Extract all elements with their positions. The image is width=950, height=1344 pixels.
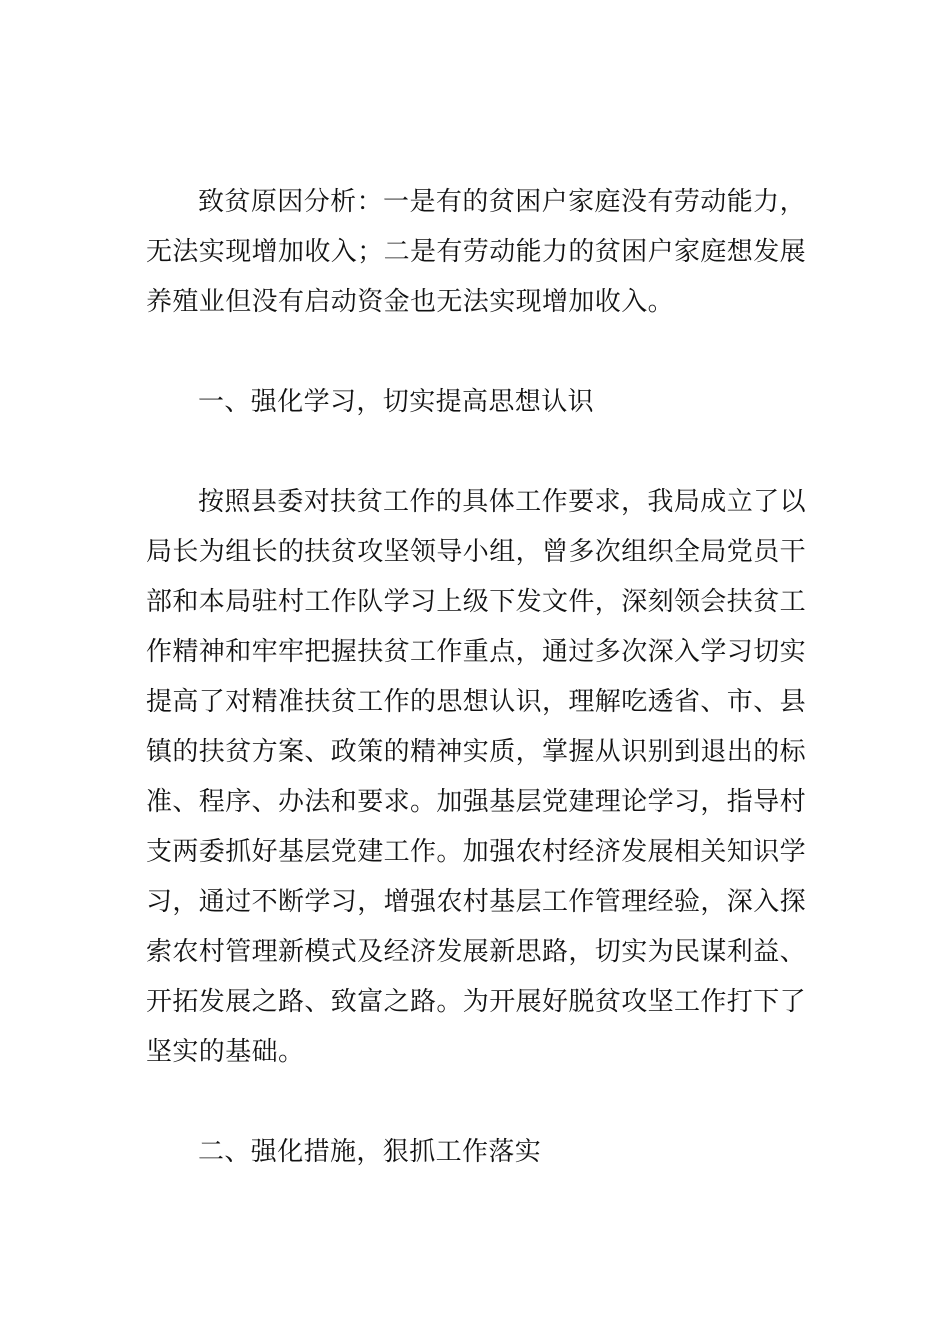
paragraph-spacer bbox=[146, 1077, 806, 1127]
paragraph-poverty-causes: 致贫原因分析：一是有的贫困户家庭没有劳动能力，无法实现增加收入；二是有劳动能力的贫困户家庭想发展养殖业但没有启动资金也无法实现增加收入。 bbox=[146, 187, 807, 317]
section-heading-2: 二、强化措施，狠抓工作落实 bbox=[198, 1137, 542, 1167]
document-body bbox=[146, 177, 806, 1177]
paragraph-spacer bbox=[146, 427, 806, 477]
section-heading-1: 一、强化学习，切实提高思想认识 bbox=[198, 387, 595, 417]
paragraph-spacer bbox=[146, 327, 806, 377]
paragraph-study: 按照县委对扶贫工作的具体工作要求，我局成立了以局长为组长的扶贫攻坚领导小组，曾多次组织全局党员干部和本局驻村工作队学习上级下发文件，深刻领会扶贫工作精神和牢牢把握扶贫工作重点，通过多次深入学习切实提高了对精准扶贫工作的思想认识，理解吃透省、市、县镇的扶贫方案、政策的精神实质，掌握从识别到退出的标准、程序、办法和要求。加强基层党建理论学习，指导村支两委抓好基层党建工作。加强农村经济发展相关知识学习，通过不断学习，增强农村基层工作管理经验，深入探索农村管理新模式及经济发展新思路，切实为民谋利益、开拓发展之路、致富之路。为开展好脱贫攻坚工作打下了坚实的基础。 bbox=[146, 487, 807, 1067]
